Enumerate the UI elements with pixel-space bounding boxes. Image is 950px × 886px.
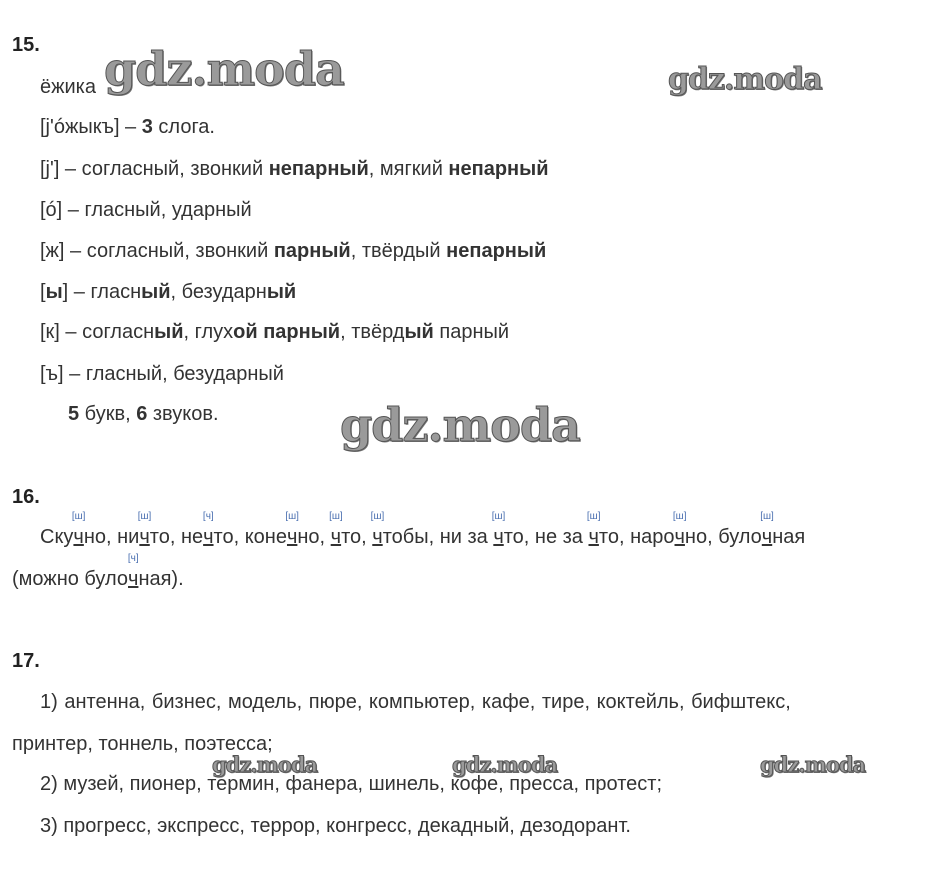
marked-letter <box>370 511 385 549</box>
underlined-letter: ч <box>761 526 773 548</box>
ex17-line-1b: принтер, тоннель, поэтесса; <box>12 733 273 755</box>
row-text: [ъ] – гласный, безударный <box>40 363 284 385</box>
row-text: [ж] – согласный, звонкий <box>40 240 274 262</box>
letters-word: букв, <box>79 403 137 425</box>
ex17-line-1: 1) антенна, бизнес, модель, пюре, компьютер, кафе, тире, коктейль, бифштекс, <box>40 691 791 713</box>
sound-mark: [ш] <box>370 511 385 522</box>
marked-letter <box>491 511 506 549</box>
bold-text: ый <box>154 321 184 343</box>
text-segment: ная <box>772 526 806 548</box>
sound-row <box>40 158 549 181</box>
underlined-letter: ч <box>73 526 84 548</box>
sound-mark: [ш] <box>586 511 601 522</box>
text-segment: тобы, ни за <box>382 526 494 548</box>
ex15-transcription <box>40 116 215 139</box>
exercise-15-number: 15. <box>12 34 40 56</box>
sound-mark: [ш] <box>137 511 152 522</box>
sound-mark: [ш] <box>329 511 343 522</box>
sound-row <box>40 240 546 263</box>
exercise-17-number: 17. <box>12 650 40 672</box>
underlined-letter: ч <box>372 526 383 548</box>
watermark-logo: gdz.moda <box>668 62 822 97</box>
row-text: [j'] – согласный, звонкий <box>40 158 269 180</box>
text-segment: то, <box>341 526 373 548</box>
watermark-logo: gdz.moda <box>104 42 344 96</box>
sound-row <box>40 199 252 222</box>
marked-letter <box>127 553 139 591</box>
marked-letter <box>285 511 299 549</box>
watermark-logo: gdz.moda <box>340 398 580 452</box>
watermark-logo: gdz.moda <box>212 752 318 777</box>
text-segment: Ску <box>40 526 74 548</box>
marked-letter <box>71 511 86 549</box>
underlined-letter: ч <box>286 526 298 548</box>
row-text: ] – гласн <box>62 281 142 303</box>
sound-mark: [ш] <box>285 511 299 522</box>
underlined-letter: ч <box>588 526 599 548</box>
marked-letter <box>137 511 152 549</box>
sound-mark: [ш] <box>672 511 687 522</box>
row-text: , безударн <box>170 281 267 303</box>
underlined-letter: ч <box>203 526 214 548</box>
sounds-word: звуков. <box>147 403 219 425</box>
syllables-count: 3 <box>141 116 153 138</box>
text-segment: то, не за <box>503 526 589 548</box>
sound-mark: [ч] <box>202 511 214 522</box>
sounds-count: 6 <box>136 403 148 425</box>
row-text: , глух <box>183 321 234 343</box>
row-text: , твёрдый <box>350 240 447 262</box>
marked-letter <box>202 511 214 549</box>
ex16-line-2 <box>12 553 184 591</box>
text-segment: ная). <box>138 568 184 590</box>
underlined-letter: ч <box>493 526 504 548</box>
sound-mark: [ш] <box>71 511 86 522</box>
text-segment: но, ни <box>83 526 140 548</box>
exercise-16-number: 16. <box>12 486 40 508</box>
bold-text: ый <box>404 321 434 343</box>
underlined-letter: ч <box>674 526 685 548</box>
text-segment: но, <box>297 526 331 548</box>
row-text: [к] – согласн <box>40 321 155 343</box>
underlined-letter: ч <box>128 568 139 590</box>
watermark-logo: gdz.moda <box>452 752 558 777</box>
bold-text: ый <box>266 281 297 303</box>
bold-text: ой парный <box>233 321 341 343</box>
sound-mark: [ш] <box>760 511 774 522</box>
sound-row <box>40 281 296 304</box>
ex17-line-3: 3) прогресс, экспресс, террор, конгресс, декадный, дезодорант. <box>40 815 631 837</box>
syllables-word: слога. <box>152 116 215 138</box>
text-segment: то, коне <box>213 526 287 548</box>
bold-text: непарный <box>448 158 549 180</box>
text-segment: но, було <box>684 526 762 548</box>
bold-text: ы <box>45 281 63 303</box>
row-text: [ <box>40 281 46 303</box>
ex15-word: ёжика <box>40 76 96 98</box>
ex15-summary <box>68 403 219 426</box>
row-text: , мягкий <box>368 158 449 180</box>
watermark-logo: gdz.moda <box>760 752 866 777</box>
ex17-line-2: 2) музей, пионер, термин, фанера, шинель, кофе, пресса, протест; <box>40 773 663 795</box>
ex16-line-1 <box>40 511 806 549</box>
text-segment: то, наро <box>598 526 675 548</box>
text-segment: (можно було <box>12 568 129 590</box>
marked-letter <box>586 511 601 549</box>
underlined-letter: ч <box>330 526 342 548</box>
underlined-letter: ч <box>139 526 150 548</box>
marked-letter <box>672 511 687 549</box>
letters-count: 5 <box>68 403 80 425</box>
bold-text: парный <box>273 240 351 262</box>
transcription-text: [j'óжыкъ] – <box>40 116 142 138</box>
text-segment: то, не <box>149 526 204 548</box>
sound-mark: [ш] <box>491 511 506 522</box>
sound-row <box>40 321 509 344</box>
bold-text: непарный <box>446 240 547 262</box>
marked-letter <box>329 511 343 549</box>
row-text: парный <box>433 321 510 343</box>
bold-text: непарный <box>268 158 369 180</box>
sound-mark: [ч] <box>127 553 139 564</box>
row-text: , твёрд <box>340 321 405 343</box>
row-text: [ó] – гласный, ударный <box>40 199 252 221</box>
marked-letter <box>760 511 774 549</box>
sound-row <box>40 363 284 386</box>
bold-text: ый <box>141 281 171 303</box>
